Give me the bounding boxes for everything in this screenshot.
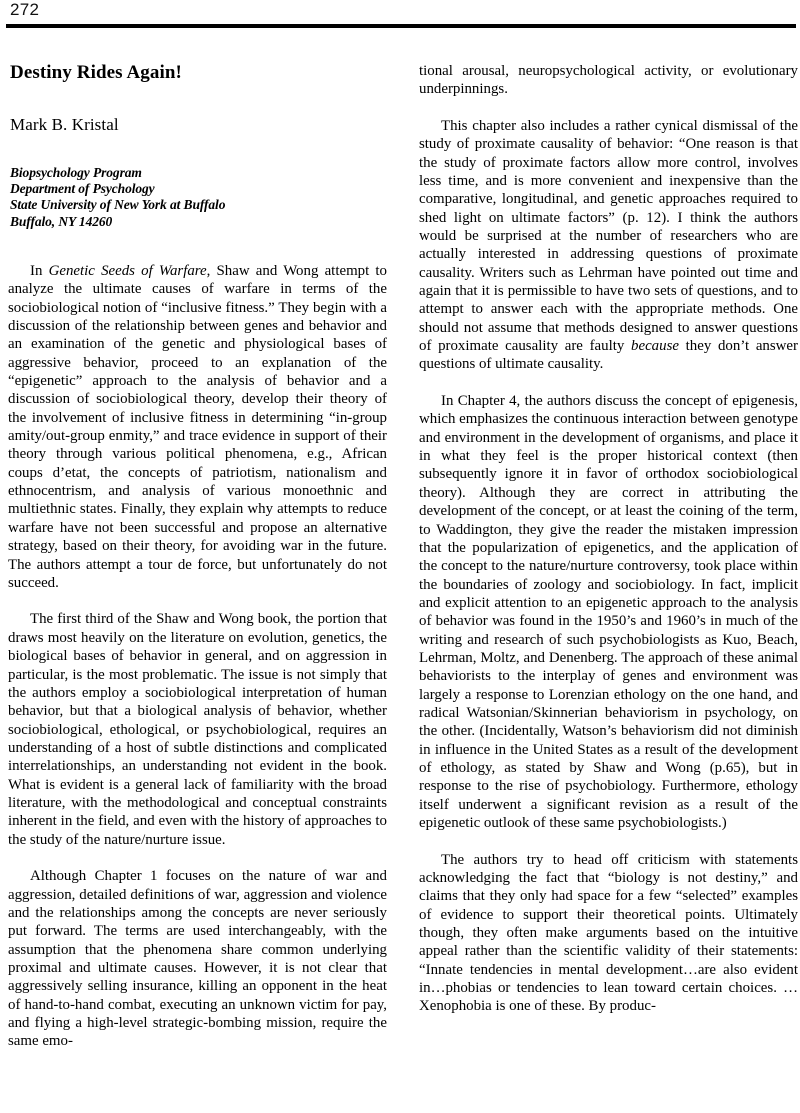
paragraph-5: In Chapter 4, the authors discuss the concept of epigenesis, which emphasizes the continuous interaction between genotype and environment in the development of organisms, and place it in what they feel is the proper historical context (then subsequently ignore it in favor of orthodox sociobiological theory). Although they are correct in attributing the development of the concept, or at least the coining of the term, to Waddington, they give the reader the mistaken impression that the popularization of epigenetics, and the application of the concept to the nature/nurture controversy, took place within the boundaries of zoology and sociobiology. In fact, implicit and explicit attention to an epigenetic approach to the analysis of behavior was found in the 1950’s and 1960’s in much of the writing and research of such psychobiologists as Kuo, Beach, Lehrman, Moltz, and Denenberg. The approach of these animal behaviorists to the interplay of genes and environment was largely a response to Lorenzian ethology on the one hand, and radical Watsonian/Skinnerian behaviorism in psychology, on the other. (Incidentally, Watson’s behaviorism did not diminish in influence in the United States as a result of the development of ethology, as stated by Shaw and Wong (p.65), but in response to the rise of psychobiology. Furthermore, ethology itself underwent a significant revision as a result of the epigenetic outlook of these same psychobiologists.) — [419, 393, 798, 831]
article-author: Mark B. Kristal — [10, 115, 119, 134]
affiliation-line-1: Biopsychology Program — [10, 165, 142, 180]
paragraph-1-rest: , Shaw and Wong attempt to analyze the ultimate causes of warfare in terms of the sociobiological notion of “inclusive fitness.” They begin with a discussion of the relationship between genes and behavior and an examination of the genetic and physiological bases of aggressive behavior, proceed to an explanation of the “epigenetic” approach to the analysis of behavior and a discussion of sociobiological theory, develop their theory of the involvement of inclusive fitness in determining “in-group amity/out-group enmity,” and trace evidence in support of their theory through various political phenomena, e.g., African coups d’etat, the concepts of patriotism, nationalism and ethnocentrism, and analysis of various monoethnic and multiethnic states. Finally, they explain why attempts to reduce warfare have not been successful and propose an alternative strategy, based on their theory, for avoiding war in the future. The authors attempt a tour de force, but unfortunately do not succeed. — [8, 263, 387, 591]
article-title: Destiny Rides Again! — [10, 62, 182, 83]
because-italic: because — [631, 338, 679, 355]
paragraph-2: The first third of the Shaw and Wong book, the portion that draws most heavily on the literature on evolution, genetics, the biological bases of behavior in general, and on aggression in particular, is the most problematic. The issue is not simply that the authors employ a sociobiological interpretation of human behavior, but that a biological analysis of behavior, whether sociobiological, ethological, or psychobiological, requires an understanding of a host of subtle distinctions and complicated interrelationships, an understanding not evident in the book. What is evident is a general lack of familiarity with the broad literature, with the methodological and conceptual constraints inherent in the field, and even with the history of approaches to the study of the nature/nurture issue. — [8, 611, 387, 848]
affiliation-line-3: State University of New York at Buffalo — [10, 197, 226, 213]
book-title-italic: Genetic Seeds of Warfare — [48, 263, 207, 279]
paragraph-6: The authors try to head off criticism with statements acknowledging the fact that “biology is not destiny,” and claims that they only had space for a few “selected” examples of evidence to support their theoretical points. Ultimately though, they often make arguments based on the intuitive appeal rather than the scientific validity of their statements: “Innate tendencies in mental development…are also evident in…phobias or tendencies to lean toward certain choices. …Xenophobia is one of these. By produc- — [419, 851, 798, 1015]
paragraph-1-lead: In — [30, 263, 49, 279]
paragraph-4-tail: they don’t answer questions of ultimate causality. — [419, 338, 798, 373]
title-block — [10, 62, 390, 230]
paragraph-1 — [8, 262, 387, 592]
paragraph-3: Although Chapter 1 focuses on the nature of war and aggression, detailed definitions of war, aggression and violence and the relationships among the concepts are never seriously put forward. The terms are used interchangeably, with the assumption that the phenomena share common underlying proximal and ultimate causes. However, it is not clear that aggressively selling insurance, killing an opponent in the heat of hand-to-hand combat, executing an unknown victim for pay, and flying a high-level strategic-bombing mission, require the same emo- — [8, 868, 387, 1050]
header-rule — [6, 24, 796, 28]
paragraph-4 — [419, 117, 798, 374]
author-affiliation — [10, 135, 390, 230]
paragraph-4-lead: This chapter also includes a rather cynical dismissal of the study of proximate causality of behavior: “One reason is that the study of proximate factors allow more control, involves less time, and is more convenient and inexpensive than the comparative, longitudinal, and genetic approaches required to shed light on ultimate factors” (p. 12). I think the authors would be surprised at the number of researchers who are actually interested in addressing questions of proximate causality. Writers such as Lehrman have pointed out time and again that it is permissible to have two sets of questions, and to attempt to answer each with the appropriate methods. One should not assume that methods designed to answer questions of proximate causality are faulty — [419, 117, 798, 355]
affiliation-line-2: Department of Psychology — [10, 181, 155, 197]
paragraph-continuation: tional arousal, neuropsychological activity, or evolutionary underpinnings. — [419, 63, 798, 98]
affiliation-line-4: Buffalo, NY 14260 — [10, 213, 113, 229]
running-head — [0, 0, 800, 32]
body-column-left — [8, 262, 387, 1051]
page-number: 272 — [10, 0, 40, 19]
body-column-right — [419, 62, 798, 1016]
